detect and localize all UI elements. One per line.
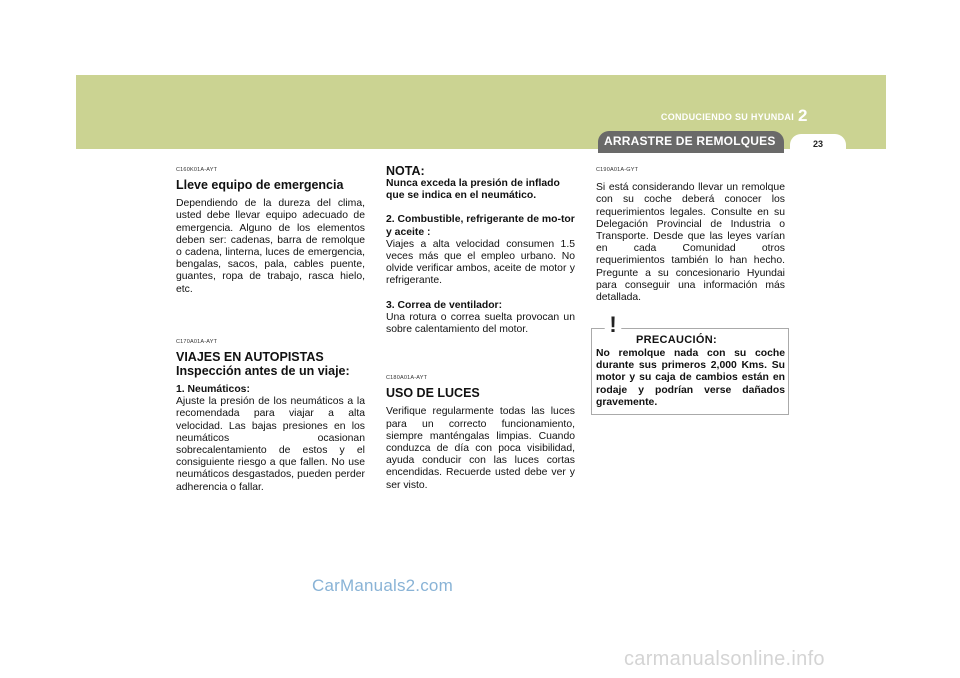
heading-emergency-equipment: Lleve equipo de emergencia	[176, 178, 344, 193]
column-2	[386, 164, 575, 492]
item-tires-body: Ajuste la presión de los neumáticos a la recomendada para viajar a alta velocidad. Las bajas presiones en los neumáticos ocasionan sobrecalentamiento de estos y el consiguiente riesgo a que fallen. No use neumáticos desgastados, pueden perder adherencia o fallar.	[176, 396, 365, 493]
section-code: C160K01A-AYT	[176, 167, 218, 173]
section-code: C190A01A-GYT	[596, 167, 639, 173]
watermark-right: carmanualsonline.info	[624, 648, 825, 670]
chapter-tab-label: ARRASTRE DE REMOLQUES	[604, 134, 776, 148]
section-number: 2	[798, 106, 808, 125]
watermark-left: CarManuals2.com	[312, 576, 453, 595]
paragraph-lights: Verifique regularmente todas las luces para un correcto funcionamiento, siempre manténgalas limpias. Cuando conduzca de día con poca visibilidad, ayuda conducir con las luces cortas encendidas. Recuerde usted debe ver y ser visto.	[386, 406, 575, 491]
note-body: Nunca exceda la presión de inflado que se indica en el neumático.	[386, 178, 560, 202]
section-title: CONDUCIENDO SU HYUNDAI	[660, 112, 794, 122]
item-fuel-body: Viajes a alta velocidad consumen 1.5 veces más que el empleo urbano. No olvide verificar ambos, aceite de motor y refrigerante.	[386, 238, 575, 287]
item-fuel-title: 2. Combustible, refrigerante de mo-tor y aceite :	[386, 214, 575, 238]
paragraph-trailer-towing: Si está considerando llevar un remolque con su coche deberá conocer los requerimientos legales. Consulte en su Delegación Provincial de Industria o Transporte. Desde que las leyes varían en cada Comunidad otros requerimientos también lo han hecho. Pregunte a su concesionario Hyundai para conseguir una información más detallada.	[596, 182, 785, 304]
section-code: C180A01A-AYT	[386, 375, 428, 382]
heading-pre-trip-inspection: Inspección antes de un viaje:	[176, 364, 350, 379]
item-belt-body: Una rotura o correa suelta provocan un sobre calentamiento del motor.	[386, 311, 575, 336]
item-belt-title: 3. Correa de ventilador:	[386, 299, 503, 311]
column-3	[596, 164, 785, 304]
paragraph-emergency-equipment: Dependiendo de la dureza del clima, usted debe llevar equipo adecuado de emergencia. Alguno de los elementos deben ser: cadenas, barra de remolque o cadena, linterna, luces de emergencia, bengalas, sacos, pala, cables puente, guantes, ropa de trabajo, rasca hielo, etc.	[176, 198, 365, 295]
heading-lights: USO DE LUCES	[386, 386, 480, 401]
warning-exclamation-icon: !	[609, 312, 617, 337]
page-number: 23	[812, 139, 823, 149]
column-1	[176, 164, 365, 494]
heading-highway-travel: VIAJES EN AUTOPISTAS	[176, 350, 324, 365]
warning-body: No remolque nada con su coche durante sus primeros 2,000 Kms. Su motor y su caja de cambios están en rodaje y podrían verse dañados gravemente.	[596, 348, 785, 408]
section-code: C170A01A-AYT	[176, 338, 218, 345]
item-tires-title: 1. Neumáticos:	[176, 384, 250, 396]
note-title: NOTA:	[386, 164, 425, 178]
warning-title: PRECAUCIÓN:	[636, 334, 717, 346]
